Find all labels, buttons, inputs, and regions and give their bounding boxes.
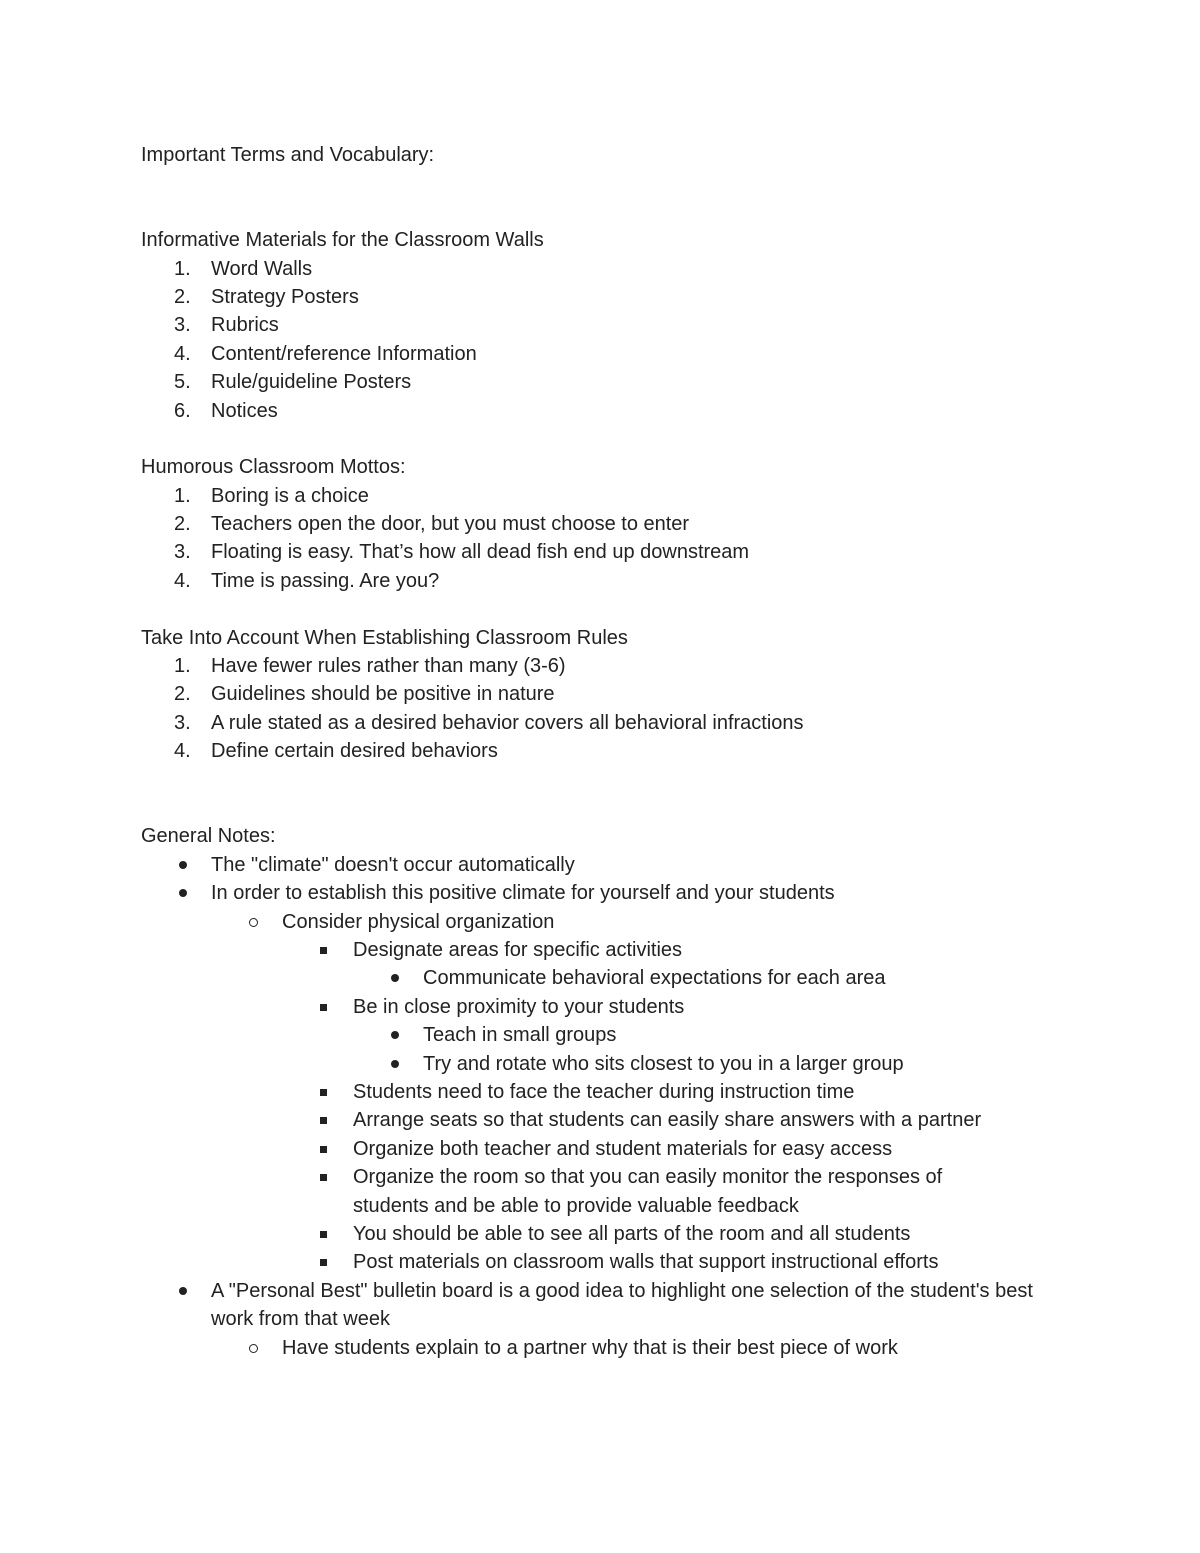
bullet-item: Have students explain to a partner why that is their best piece of work — [141, 1334, 1071, 1362]
list-item: 3. Floating is easy. That’s how all dead fish end up downstream — [174, 541, 750, 564]
wall-materials-list — [141, 255, 1071, 425]
list-item: 4. Time is passing. Are you? — [174, 569, 440, 592]
list-item: 6. Notices — [174, 399, 278, 422]
bullet-item: Consider physical organization — [141, 908, 1071, 936]
list-item: 3. A rule stated as a desired behavior covers all behavioral infractions — [174, 711, 804, 734]
section-heading-rules: Take Into Account When Establishing Classroom Rules — [141, 626, 628, 649]
list-item: 1. Word Walls — [174, 257, 313, 280]
bullet-item: The "climate" doesn't occur automatically — [141, 851, 1071, 879]
bullet-item: Teach in small groups — [141, 1021, 1071, 1049]
list-item: 4. Content/reference Information — [174, 342, 477, 365]
section-heading-general-notes: General Notes: — [141, 825, 276, 848]
list-item: 2. Guidelines should be positive in nature — [174, 683, 555, 706]
bullet-item: In order to establish this positive climate for yourself and your students — [141, 879, 1071, 907]
bullet-item: You should be able to see all parts of the room and all students — [141, 1220, 1071, 1248]
general-notes-list — [141, 851, 1071, 1362]
bullet-item: Organize both teacher and student materials for easy access — [141, 1135, 1071, 1163]
bullet-item: Communicate behavioral expectations for each area — [141, 964, 1071, 992]
bullet-item: Try and rotate who sits closest to you in a larger group — [141, 1050, 1071, 1078]
bullet-item: Post materials on classroom walls that support instructional efforts — [141, 1248, 1071, 1276]
bullet-item: Students need to face the teacher during instruction time — [141, 1078, 1071, 1106]
list-item: 1. Have fewer rules rather than many (3-6) — [174, 655, 566, 678]
section-heading-mottos: Humorous Classroom Mottos: — [141, 456, 406, 479]
list-item: 4. Define certain desired behaviors — [174, 740, 498, 763]
document-page — [141, 141, 1071, 1362]
list-item: 2. Strategy Posters — [174, 285, 359, 308]
list-item: 1. Boring is a choice — [174, 484, 369, 507]
bullet-item: Organize the room so that you can easily monitor the responses of students and be able to provide valuable feedback — [141, 1163, 1071, 1220]
document-title: Important Terms and Vocabulary: — [141, 144, 435, 166]
section-heading-wall-materials: Informative Materials for the Classroom Walls — [141, 229, 544, 252]
bullet-item: A "Personal Best" bulletin board is a good idea to highlight one selection of the student's best work from that week — [141, 1277, 1071, 1334]
list-item: 3. Rubrics — [174, 314, 279, 337]
mottos-list — [141, 482, 1071, 596]
list-item: 5. Rule/guideline Posters — [174, 371, 412, 394]
rules-list — [141, 652, 1071, 766]
bullet-item: Arrange seats so that students can easily share answers with a partner — [141, 1106, 1071, 1134]
bullet-item: Be in close proximity to your students — [141, 993, 1071, 1021]
bullet-item: Designate areas for specific activities — [141, 936, 1071, 964]
list-item: 2. Teachers open the door, but you must choose to enter — [174, 513, 690, 536]
